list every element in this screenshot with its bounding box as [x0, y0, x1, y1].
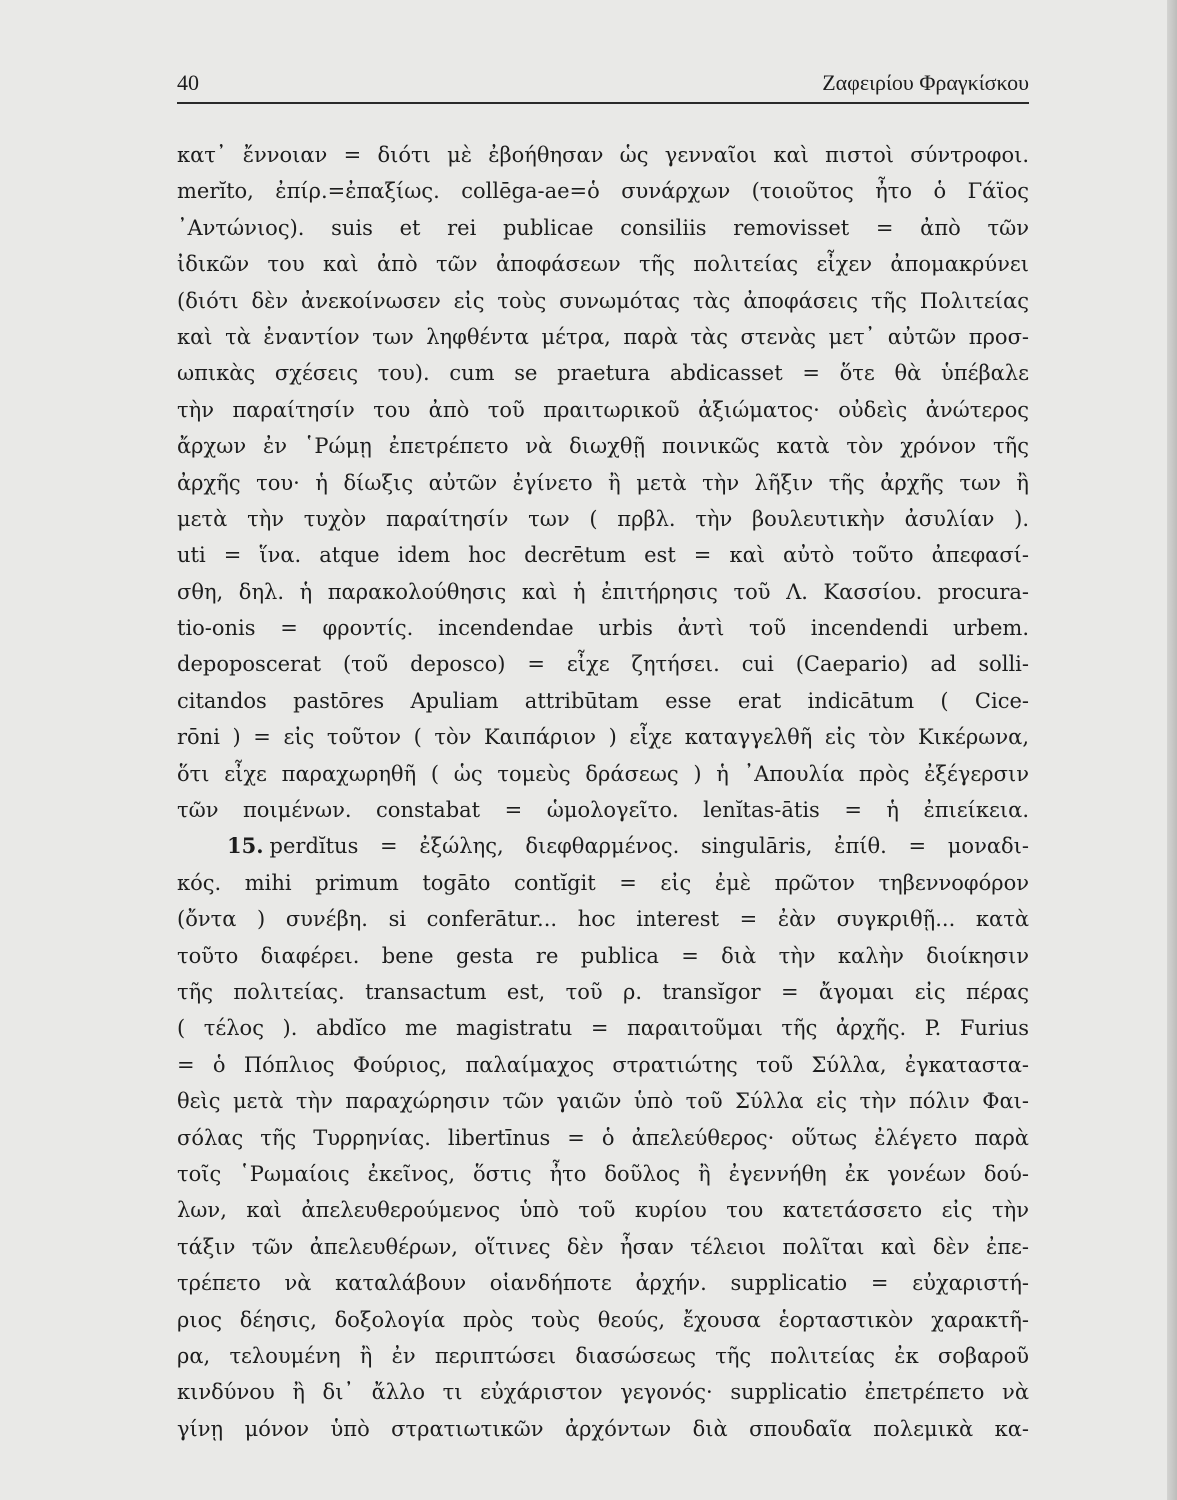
text-line: depoposcerat (τοῦ deposco) = εἶχε ζητήσει. cui (Caepario) ad solli-	[177, 652, 1029, 677]
section-number: 15.	[227, 833, 264, 859]
text-line: citandos pastōres Apuliam attribūtam esse erat indicātum ( Cice-	[177, 688, 1029, 713]
text-line: τῶν ποιμένων. constabat = ὡμολογεῖτο. lenĭtas-ātis = ἡ ἐπιείκεια.	[177, 798, 1029, 823]
text-line: ωπικὰς σχέσεις του). cum se praetura abdicasset = ὅτε θὰ ὑπέβαλε	[177, 361, 1029, 386]
body-text	[177, 137, 1029, 1447]
header-rule	[177, 102, 1029, 104]
text-line: tio-onis = φροντίς. incendendae urbis ἀντὶ τοῦ incendendi urbem.	[177, 616, 1029, 641]
text-line: = ὁ Πόπλιος Φούριος, παλαίμαχος στρατιώτης τοῦ Σύλλα, ἐγκαταστα-	[177, 1052, 1029, 1077]
text-line: perdĭtus = ἐξώλης, διεφθαρμένος. singulāris, ἐπίθ. = μοναδι-	[269, 834, 1029, 859]
text-line: καὶ τὰ ἐναντίον των ληφθέντα μέτρα, παρὰ τὰς στενὰς μετ᾽ αὐτῶν προσ-	[177, 324, 1029, 349]
text-line: γίνῃ μόνον ὑπὸ στρατιωτικῶν ἀρχόντων διὰ σπουδαῖα πολεμικὰ κα-	[177, 1416, 1029, 1441]
section-start-line	[177, 828, 1029, 864]
text-line: σόλας τῆς Τυρρηνίας. libertīnus = ὁ ἀπελεύθερος· οὕτως ἐλέγετο παρὰ	[177, 1125, 1029, 1150]
text-line: τῆς πολιτείας. transactum est, τοῦ ρ. transĭgor = ἄγομαι εἰς πέρας	[177, 979, 1029, 1004]
text-line: ριος δέησις, δοξολογία πρὸς τοὺς θεούς, ἔχουσα ἑορταστικὸν χαρακτῆ-	[177, 1307, 1029, 1332]
text-line: κατ᾽ ἔννοιαν = διότι μὲ ἐβοήθησαν ὡς γενναῖοι καὶ πιστοὶ σύντροφοι.	[177, 143, 1029, 167]
text-line: τοῖς ῾Ρωμαίοις ἐκεῖνος, ὅστις ἦτο δοῦλος ἢ ἐγεννήθη ἐκ γονέων δού-	[177, 1161, 1029, 1186]
page-edge	[1167, 0, 1177, 1500]
text-line: rōni ) = εἰς τοῦτον ( τὸν Καιπάριον ) εἶχε καταγγελθῆ εἰς τὸν Κικέρωνα,	[177, 725, 1029, 750]
text-line: θεὶς μετὰ τὴν παραχώρησιν τῶν γαιῶν ὑπὸ τοῦ Σύλλα εἰς τὴν πόλιν Φαι-	[177, 1089, 1029, 1114]
page-number: 40	[177, 70, 199, 95]
text-line: λων, καὶ ἀπελευθερούμενος ὑπὸ τοῦ κυρίου του κατετάσσετο εἰς τὴν	[177, 1198, 1029, 1223]
text-line: τρέπετο νὰ καταλάβουν οἱανδήποτε ἀρχήν. supplicatio = εὐχαριστή-	[177, 1271, 1029, 1296]
text-line: κινδύνου ἢ δι᾽ ἄλλο τι εὐχάριστον γεγονός· supplicatio ἐπετρέπετο νὰ	[177, 1380, 1029, 1405]
text-line: ἰδικῶν του καὶ ἀπὸ τῶν ἀποφάσεων τῆς πολιτείας εἶχεν ἀπομακρύνει	[177, 252, 1029, 277]
text-line: ρα, τελουμένη ἢ ἐν περιπτώσει διασώσεως τῆς πολιτείας ἐκ σοβαροῦ	[177, 1343, 1029, 1368]
text-line: τὴν παραίτησίν του ἀπὸ τοῦ πραιτωρικοῦ ἀξιώματος· οὐδεὶς ἀνώτερος	[177, 397, 1029, 422]
text-line: σθη, δηλ. ἡ παρακολούθησις καὶ ἡ ἐπιτήρησις τοῦ Λ. Κασσίου. procura-	[177, 579, 1029, 604]
text-line: κός. mihi primum togāto contĭgit = εἰς ἐμὲ πρῶτον τηβεννοφόρον	[177, 870, 1029, 895]
page-header	[177, 66, 1029, 100]
text-line: ὅτι εἶχε παραχωρηθῆ ( ὡς τομεὺς δράσεως ) ἡ ᾽Απουλία πρὸς ἐξέγερσιν	[177, 761, 1029, 786]
text-line: ᾽Αντώνιος). suis et rei publicae consiliis removisset = ἀπὸ τῶν	[177, 215, 1029, 240]
text-line: (διότι δὲν ἀνεκοίνωσεν εἰς τοὺς συνωμότας τὰς ἀποφάσεις τῆς Πολιτείας	[177, 288, 1029, 313]
text-line: μετὰ τὴν τυχὸν παραίτησίν των ( πρβλ. τὴν βουλευτικὴν ἀσυλίαν ).	[177, 506, 1029, 531]
text-line: (ὄντα ) συνέβη. si conferātur... hoc interest = ἐὰν συγκριθῇ... κατὰ	[177, 907, 1029, 932]
text-line: τάξιν τῶν ἀπελευθέρων, οἵτινες δὲν ἦσαν τέλειοι πολῖται καὶ δὲν ἐπε-	[177, 1234, 1029, 1259]
text-line: ἀρχῆς του· ἡ δίωξις αὐτῶν ἐγίνετο ἢ μετὰ τὴν λῆξιν τῆς ἀρχῆς των ἢ	[177, 470, 1029, 495]
text-line: ( τέλος ). abdĭco me magistratu = παραιτοῦμαι τῆς ἀρχῆς. P. Furius	[177, 1016, 1029, 1041]
text-line: uti = ἵνα. atque idem hoc decrētum est = καὶ αὐτὸ τοῦτο ἀπεφασί-	[177, 543, 1029, 568]
text-line: τοῦτο διαφέρει. bene gesta re publica = διὰ τὴν καλὴν διοίκησιν	[177, 943, 1029, 968]
text-line: ἄρχων ἐν ῾Ρώμῃ ἐπετρέπετο νὰ διωχθῇ ποινικῶς κατὰ τὸν χρόνον τῆς	[177, 434, 1029, 459]
text-line: merĭto, ἐπίρ.=ἐπαξίως. collēga-ae=ὁ συνάρχων (τοιοῦτος ἦτο ὁ Γάϊος	[177, 179, 1029, 204]
running-head: Ζαφειρίου Φραγκίσκου	[822, 70, 1029, 95]
